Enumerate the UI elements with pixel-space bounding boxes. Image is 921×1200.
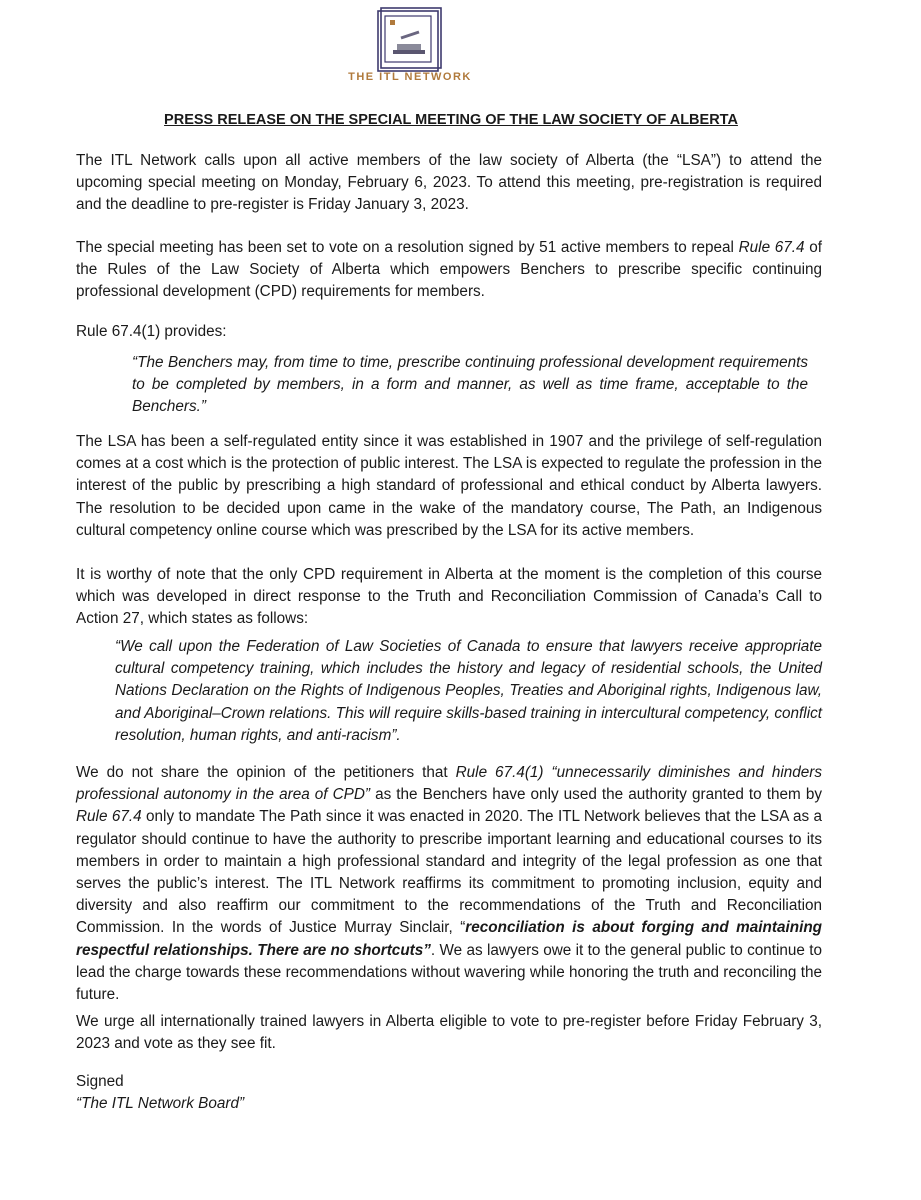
- signature: “The ITL Network Board”: [76, 1095, 245, 1112]
- paragraph-5: It is worthy of note that the only CPD requirement in Alberta at the moment is the completion of this course which was developed in direct response to the Truth and Reconciliation Commission of Canada’s Call to Action 27, which states as follows:: [76, 566, 822, 628]
- sinclair-quote: reconciliation is about forging and maintaining respectful relationships. There are no shortcuts”: [76, 919, 823, 959]
- rule-reference: Rule 67.4: [738, 239, 805, 256]
- paragraph-7: We urge all internationally trained lawyers in Alberta eligible to vote to pre-register before Friday February 3, 2023 and vote as they see fit.: [76, 1013, 822, 1053]
- petitioner-quote: “unnecessarily diminishes and hinders professional autonomy in the area of CPD”: [76, 764, 822, 804]
- rule-quote: “The Benchers may, from time to time, prescribe continuing professional development requirements to be completed by members, in a form and manner, as well as time frame, acceptable to the Benchers.”: [132, 354, 808, 416]
- paragraph-2: The special meeting has been set to vote on a resolution signed by 51 active members to repeal Rule 67.4 of the Rules of the Law Society of Alberta which empowers Benchers to prescribe specific continuing professional development (CPD) requirements for members.: [76, 239, 822, 301]
- itl-network-logo: [375, 6, 443, 74]
- org-name: THE ITL NETWORK: [348, 71, 472, 83]
- logo-gavel-block: [397, 44, 421, 50]
- rule-reference-2: Rule 67.4: [76, 808, 142, 826]
- rule-reference-1: Rule 67.4(1): [455, 764, 544, 781]
- paragraph-3: Rule 67.4(1) provides:: [76, 323, 227, 340]
- logo-gavel-handle: [401, 32, 419, 38]
- signed-label: Signed: [76, 1073, 124, 1090]
- logo-accent-square: [390, 20, 395, 25]
- call-to-action-quote: “We call upon the Federation of Law Societies of Canada to ensure that lawyers receive appropriate cultural competency training, which includes the history and legacy of residential schools, the United Nations Declaration on the Rights of Indigenous Peoples, Treaties and Aboriginal rights, Indigenous law, and Aboriginal–Crown relations. This will require skills-based training in intercultural competency, conflict resolution, human rights, and anti-racism”.: [115, 638, 822, 744]
- paragraph-4: The LSA has been a self-regulated entity since it was established in 1907 and the privilege of self-regulation comes at a cost which is the protection of public interest. The LSA is expected to regulate the profession in the interest of the public by prescribing a high standard of professional and ethical conduct by Alberta lawyers. The resolution to be decided upon came in the wake of the mandatory course, The Path, an Indigenous cultural competency online course which was prescribed by the LSA for its active members.: [76, 433, 822, 539]
- paragraph-1: The ITL Network calls upon all active members of the law society of Alberta (the “LSA”) to attend the upcoming special meeting on Monday, February 6, 2023. To attend this meeting, pre-registration is required and the deadline to pre-register is Friday January 3, 2023.: [76, 152, 822, 214]
- logo-gavel-base: [393, 50, 425, 54]
- paragraph-6: We do not share the opinion of the petitioners that Rule 67.4(1) “unnecessarily diminishes and hinders professional autonomy in the area of CPD” as the Benchers have only used the authority granted to them by Rule 67.4 only to mandate The Path since it was enacted in 2020. The ITL Network believes that the LSA as a regulator should continue to have the authority to prescribe important learning and educational courses to its members in order to maintain a high professional standard and integrity of the legal profession as one that serves the public’s interest. The ITL Network reaffirms its commitment to promoting inclusion, equity and diversity and also reaffirm our commitment to the recommendations of the Truth and Reconciliation Commission. In the words of Justice Murray Sinclair, “reconciliation is about forging and maintaining respectful relationships. There are no shortcuts”. We as lawyers owe it to the general public to continue to lead the charge towards these recommendations without wavering while honoring the truth and reconciling the future.: [76, 764, 823, 1004]
- page-title: PRESS RELEASE ON THE SPECIAL MEETING OF THE LAW SOCIETY OF ALBERTA: [164, 112, 738, 128]
- logo-frame-outer: [381, 8, 441, 68]
